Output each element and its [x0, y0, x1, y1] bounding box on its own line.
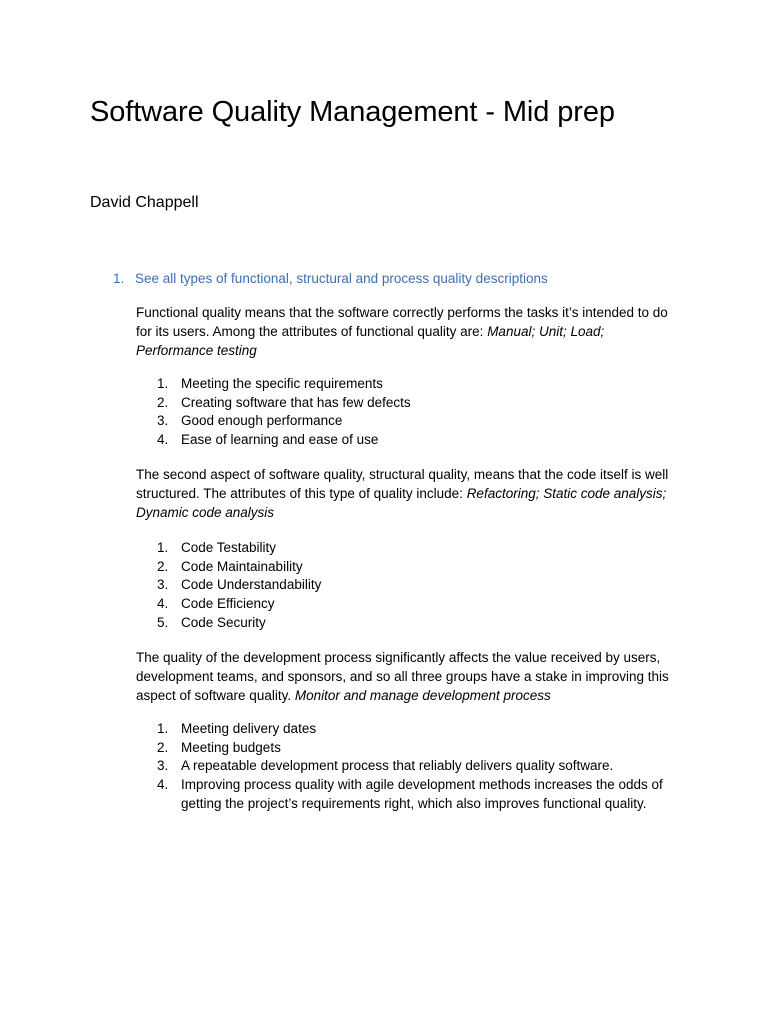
list-item — [136, 539, 681, 558]
list-item — [136, 776, 681, 813]
list-number: 2. — [157, 394, 169, 410]
list-item — [136, 720, 681, 739]
list-item — [136, 412, 681, 431]
list-text: Improving process quality with agile development methods increases the odds of getting the project’s requirements right, which also improves functional quality. — [181, 777, 663, 811]
list-item — [136, 739, 681, 758]
list-text: Good enough performance — [181, 413, 343, 429]
structural-quality-attributes: Refactoring; Static code analysis; Dynamic code analysis — [136, 485, 667, 520]
list-number: 4. — [157, 777, 169, 793]
list-text: Code Testability — [181, 540, 277, 555]
functional-quality-text: Functional quality means that the software correctly performs the tasks it’s intended to do for its users. Among the attributes of functional quality are: — [136, 305, 668, 339]
list-item — [136, 558, 681, 577]
list-text: Ease of learning and ease of use — [181, 432, 379, 448]
list-text: Meeting the specific requirements — [181, 376, 383, 391]
structural-quality-list — [136, 539, 681, 633]
structural-quality-paragraph — [136, 466, 681, 522]
list-item — [136, 595, 681, 614]
list-text: Code Efficiency — [181, 596, 275, 612]
list-text: Creating software that has few defects — [181, 394, 411, 410]
list-item — [136, 757, 681, 776]
list-number: 3. — [157, 413, 169, 429]
structural-quality-text: The second aspect of software quality, structural quality, means that the code itself is well structured. The attributes of this type of quality include: — [136, 467, 669, 501]
section-heading — [113, 269, 548, 288]
document-title: Software Quality Management - Mid prep — [90, 96, 615, 128]
list-number: 3. — [157, 758, 169, 774]
list-number: 2. — [157, 558, 169, 574]
list-number: 5. — [157, 614, 169, 630]
list-number: 1. — [157, 721, 169, 736]
process-quality-list — [136, 720, 681, 814]
list-number: 4. — [157, 596, 169, 612]
list-item — [136, 375, 681, 394]
functional-quality-paragraph — [136, 304, 681, 360]
list-number: 4. — [157, 432, 169, 448]
list-item — [136, 431, 681, 450]
functional-quality-attributes: Manual; Unit; Load; Performance testing — [136, 323, 605, 358]
section-number: 1. — [113, 271, 125, 286]
list-number: 3. — [157, 577, 169, 593]
list-text: Meeting delivery dates — [181, 721, 317, 736]
list-text: Meeting budgets — [181, 739, 281, 755]
list-text: Code Understandability — [181, 577, 322, 593]
list-text: A repeatable development process that reliably delivers quality software. — [181, 758, 614, 774]
process-quality-attributes: Monitor and manage development process — [294, 687, 551, 703]
document-author: David Chappell — [90, 194, 199, 211]
list-number: 1. — [157, 376, 169, 391]
process-quality-text: The quality of the development process significantly affects the value received by users, development teams, and sponsors, and so all three groups have a stake in improving this aspect of software quality. — [136, 650, 669, 703]
list-text: Code Security — [181, 614, 266, 630]
list-number: 1. — [157, 540, 169, 555]
list-item — [136, 614, 681, 633]
list-number: 2. — [157, 739, 169, 755]
list-item — [136, 394, 681, 413]
section-heading-text: See all types of functional, structural and process quality descriptions — [135, 271, 548, 286]
list-text: Code Maintainability — [181, 558, 303, 574]
process-quality-paragraph — [136, 649, 681, 705]
list-item — [136, 576, 681, 595]
functional-quality-list — [136, 375, 681, 450]
